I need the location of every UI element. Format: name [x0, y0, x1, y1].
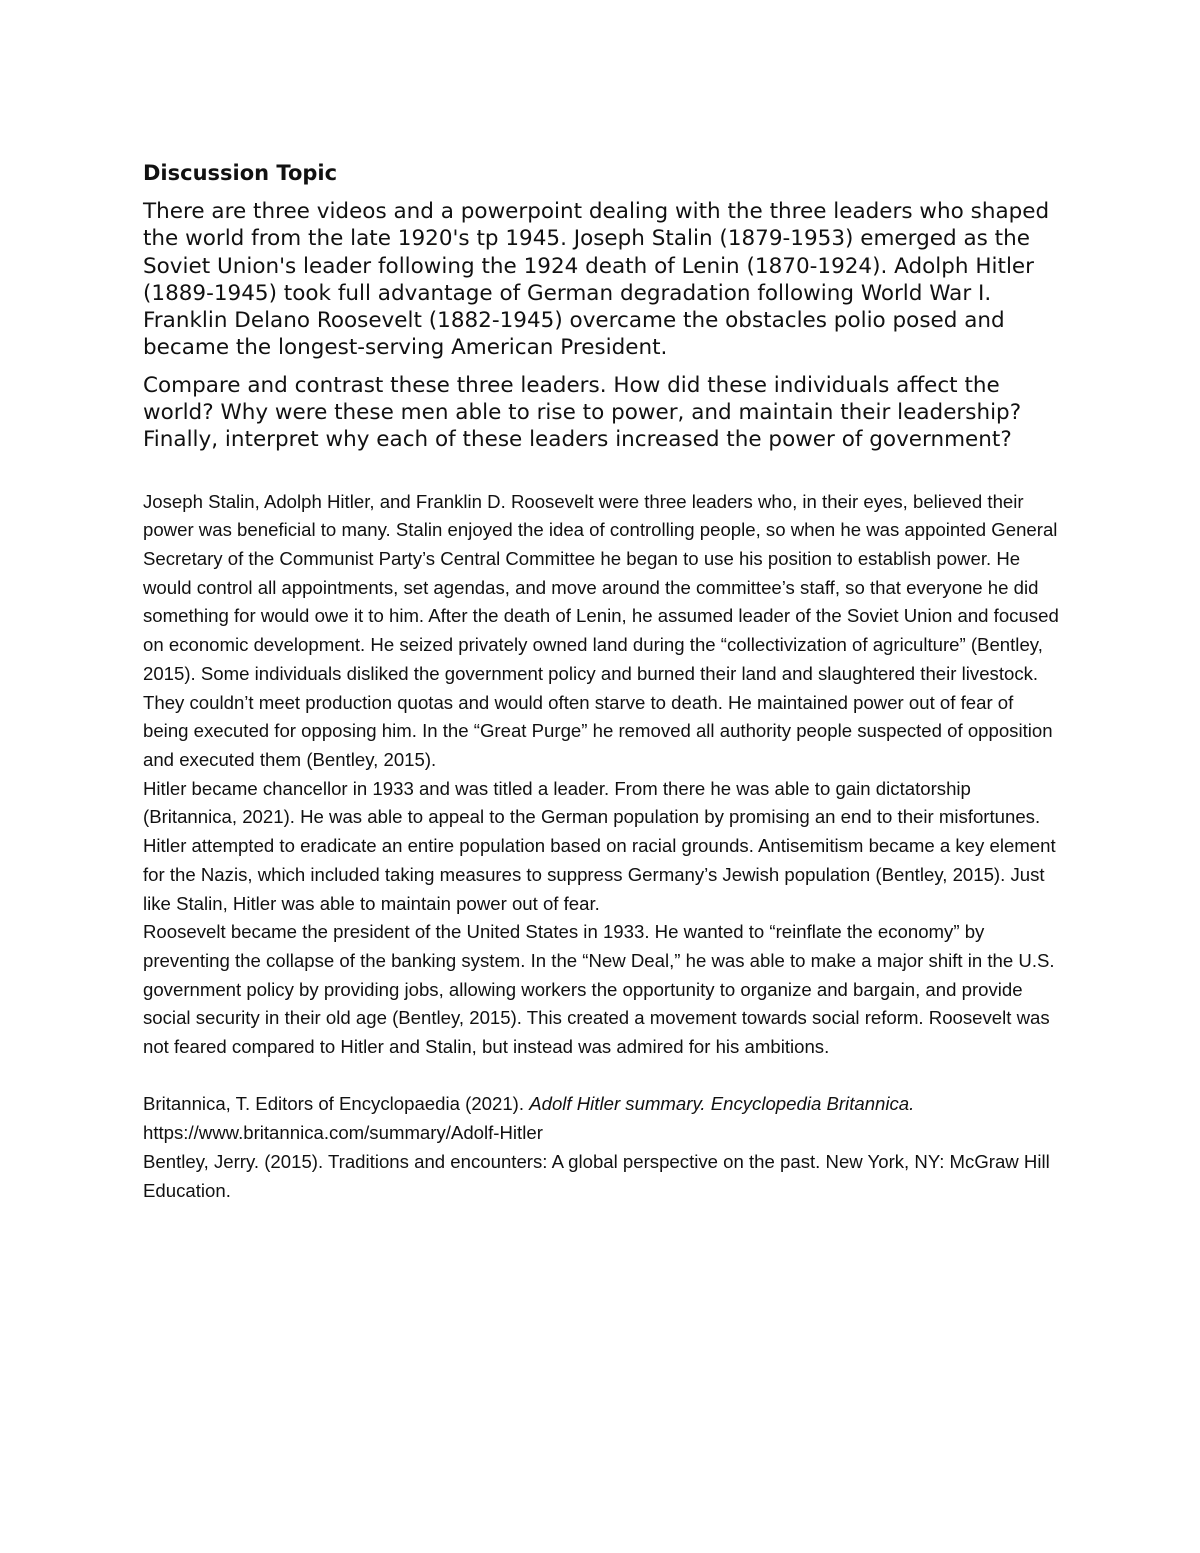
- answer-paragraph: Joseph Stalin, Adolph Hitler, and Franklin D. Roosevelt were three leaders who, in their eyes, believed their power was beneficial to many. Stalin enjoyed the idea of controlling people, so when he was appointed General Secretary of the Communist Party’s Central Committee he began to use his position to establish power. He would control all appointments, set agendas, and move around the committee’s staff, so that everyone he did something for would owe it to him. After the death of Lenin, he assumed leader of the Soviet Union and focused on economic development. He seized privately owned land during the “collectivization of agriculture” (Bentley, 2015). Some individuals disliked the government policy and burned their land and slaughtered their livestock. They couldn’t meet production quotas and would often starve to death. He maintained power out of fear of being executed for opposing him. In the “Great Purge” he removed all authority people suspected of opposition and executed them (Bentley, 2015).: [143, 490, 1059, 770]
- reference-entry: [143, 1090, 1063, 1147]
- prompt-paragraph: Compare and contrast these three leaders. How did these individuals affect the world? Why were these men able to rise to power, and maintain their leadership? Finally, interpret why each of these leaders increased the power of government?: [143, 372, 1022, 453]
- answer-paragraph: Hitler became chancellor in 1933 and was titled a leader. From there he was able to gain dictatorship (Britannica, 2021). He was able to appeal to the German population by promising an end to their misfortunes. Hitler attempted to eradicate an entire population based on racial grounds. Antisemitism became a key element for the Nazis, which included taking measures to suppress Germany’s Jewish population (Bentley, 2015). Just like Stalin, Hitler was able to maintain power out of fear.: [143, 777, 1056, 914]
- reference-text: Bentley, Jerry. (2015). Traditions and encounters: A global perspective on the past. New York, NY: McGraw Hill Education.: [143, 1150, 1050, 1201]
- reference-text: Britannica, T. Editors of Encyclopaedia (2021).: [143, 1093, 530, 1115]
- answer-paragraph: Roosevelt became the president of the United States in 1933. He wanted to “reinflate the economy” by preventing the collapse of the banking system. In the “New Deal,” he was able to make a major shift in the U.S. government policy by providing jobs, allowing workers the opportunity to organize and bargain, and provide social security in their old age (Bentley, 2015). This created a movement towards social reform. Roosevelt was not feared compared to Hitler and Stalin, but instead was admired for his ambitions.: [143, 921, 1055, 1058]
- document-title: Discussion Topic: [143, 161, 338, 185]
- reference-url: https://www.britannica.com/summary/Adolf-Hitler: [143, 1122, 543, 1144]
- document-page: [143, 156, 1063, 1205]
- references-list: [143, 1090, 1063, 1205]
- reference-entry: [143, 1148, 1063, 1205]
- reference-title: Adolf Hitler summary. Encyclopedia Britannica.: [529, 1093, 915, 1115]
- prompt-paragraph: There are three videos and a powerpoint dealing with the three leaders who shaped the world from the late 1920's tp 1945. Joseph Stalin (1879-1953) emerged as the Soviet Union's leader following the 1924 death of Lenin (1870-1924). Adolph Hitler (1889-1945) took full advantage of German degradation following World War I. Franklin Delano Roosevelt (1882-1945) overcame the obstacles polio posed and became the longest-serving American President.: [143, 199, 1050, 361]
